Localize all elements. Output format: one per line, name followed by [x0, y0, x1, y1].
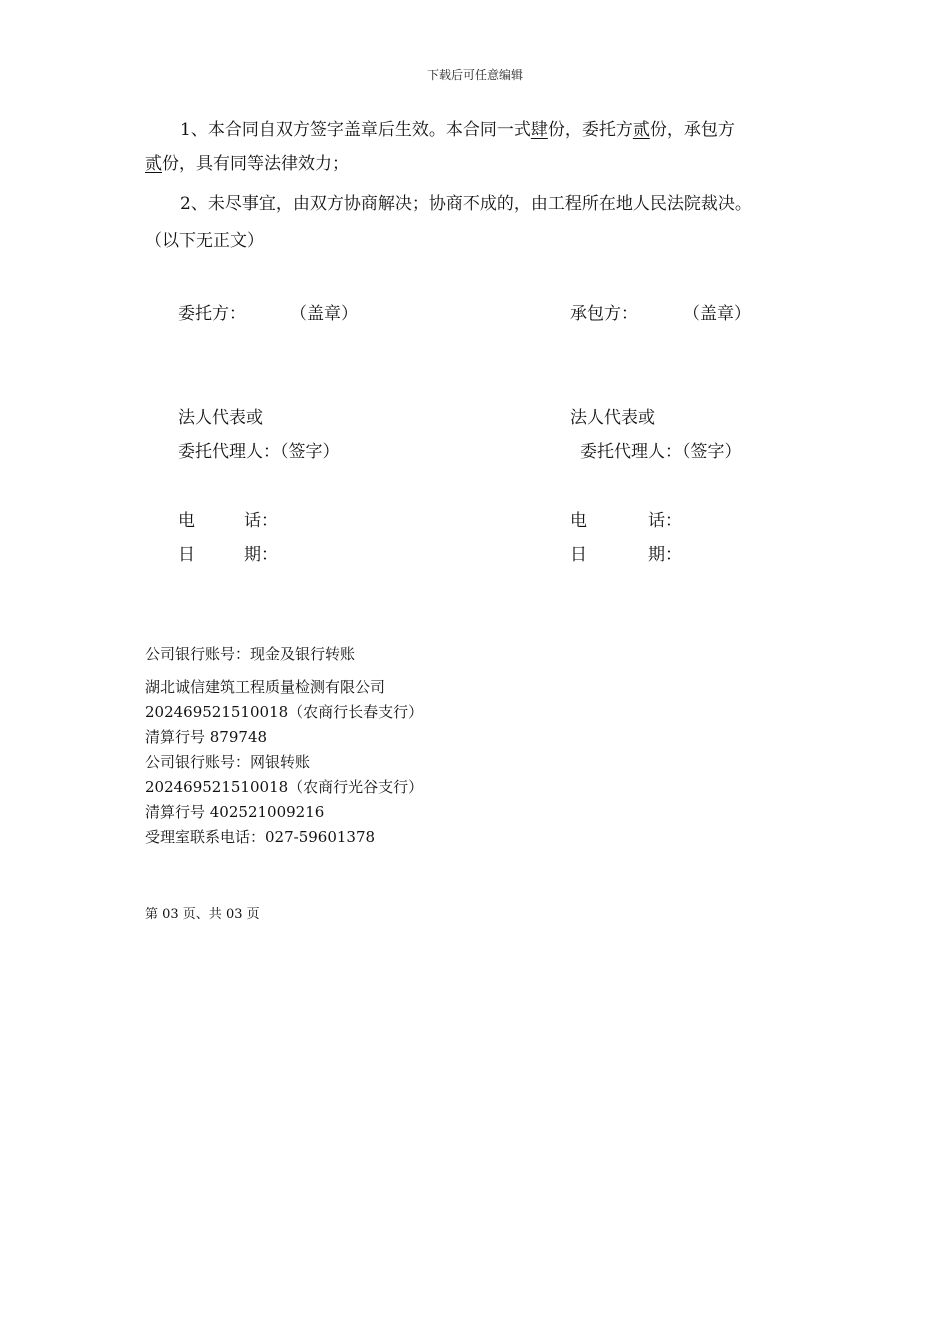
clause-1-text-c: 份，承包方	[649, 120, 735, 140]
clause-1-text-a: 1、本合同自双方签字盖章后生效。本合同一式	[180, 120, 531, 140]
clearing-code-2: 清算行号 402521009216	[145, 803, 325, 821]
contractor-phone-label-a: 电	[570, 511, 587, 531]
client-party-label: 委托方：	[178, 304, 246, 324]
copies-client: 贰	[632, 120, 650, 140]
clearing-code-1: 清算行号 879748	[145, 728, 268, 746]
copies-total: 肆	[530, 120, 548, 140]
client-agent-label: 委托代理人：（签字）	[178, 442, 340, 462]
client-seal-label: （盖章）	[290, 304, 358, 324]
clause-1-line-2	[145, 147, 349, 181]
clause-1-line-1	[180, 113, 735, 147]
bank-cash-heading: 公司银行账号：现金及银行转账	[145, 645, 356, 663]
client-phone-label-a: 电	[178, 511, 195, 531]
clause-1-text-b: 份，委托方	[547, 120, 633, 140]
client-rep-label: 法人代表或	[178, 408, 263, 428]
contractor-date-label-b: 期：	[648, 545, 682, 565]
bank-info-block	[145, 675, 423, 850]
client-date-label-b: 期：	[244, 545, 278, 565]
client-date-label-a: 日	[178, 545, 195, 565]
end-note: （以下无正文）	[145, 231, 264, 251]
account-changchun: 202469521510018（农商行长春支行）	[145, 703, 424, 721]
company-name: 湖北诚信建筑工程质量检测有限公司	[145, 678, 386, 696]
contractor-seal-label: （盖章）	[683, 304, 751, 324]
office-phone: 受理室联系电话：027-59601378	[145, 828, 376, 846]
bank-transfer-heading: 公司银行账号：网银转账	[145, 753, 311, 771]
clause-1-text-d: 份，具有同等法律效力；	[162, 154, 349, 174]
account-guanggu: 202469521510018（农商行光谷支行）	[145, 778, 424, 796]
contractor-rep-label: 法人代表或	[570, 408, 655, 428]
copies-contractor: 贰	[145, 154, 162, 174]
contractor-agent-label: 委托代理人：（签字）	[580, 442, 742, 462]
clause-2: 2、未尽事宜，由双方协商解决；协商不成的，由工程所在地人民法院裁决。	[180, 194, 752, 214]
page-header: 下载后可任意编辑	[426, 68, 523, 82]
page-footer: 第 03 页、共 03 页	[145, 907, 260, 922]
contractor-party-label: 承包方：	[570, 304, 638, 324]
contractor-date-label-a: 日	[570, 545, 587, 565]
client-phone-label-b: 话：	[244, 511, 278, 531]
contractor-phone-label-b: 话：	[648, 511, 682, 531]
